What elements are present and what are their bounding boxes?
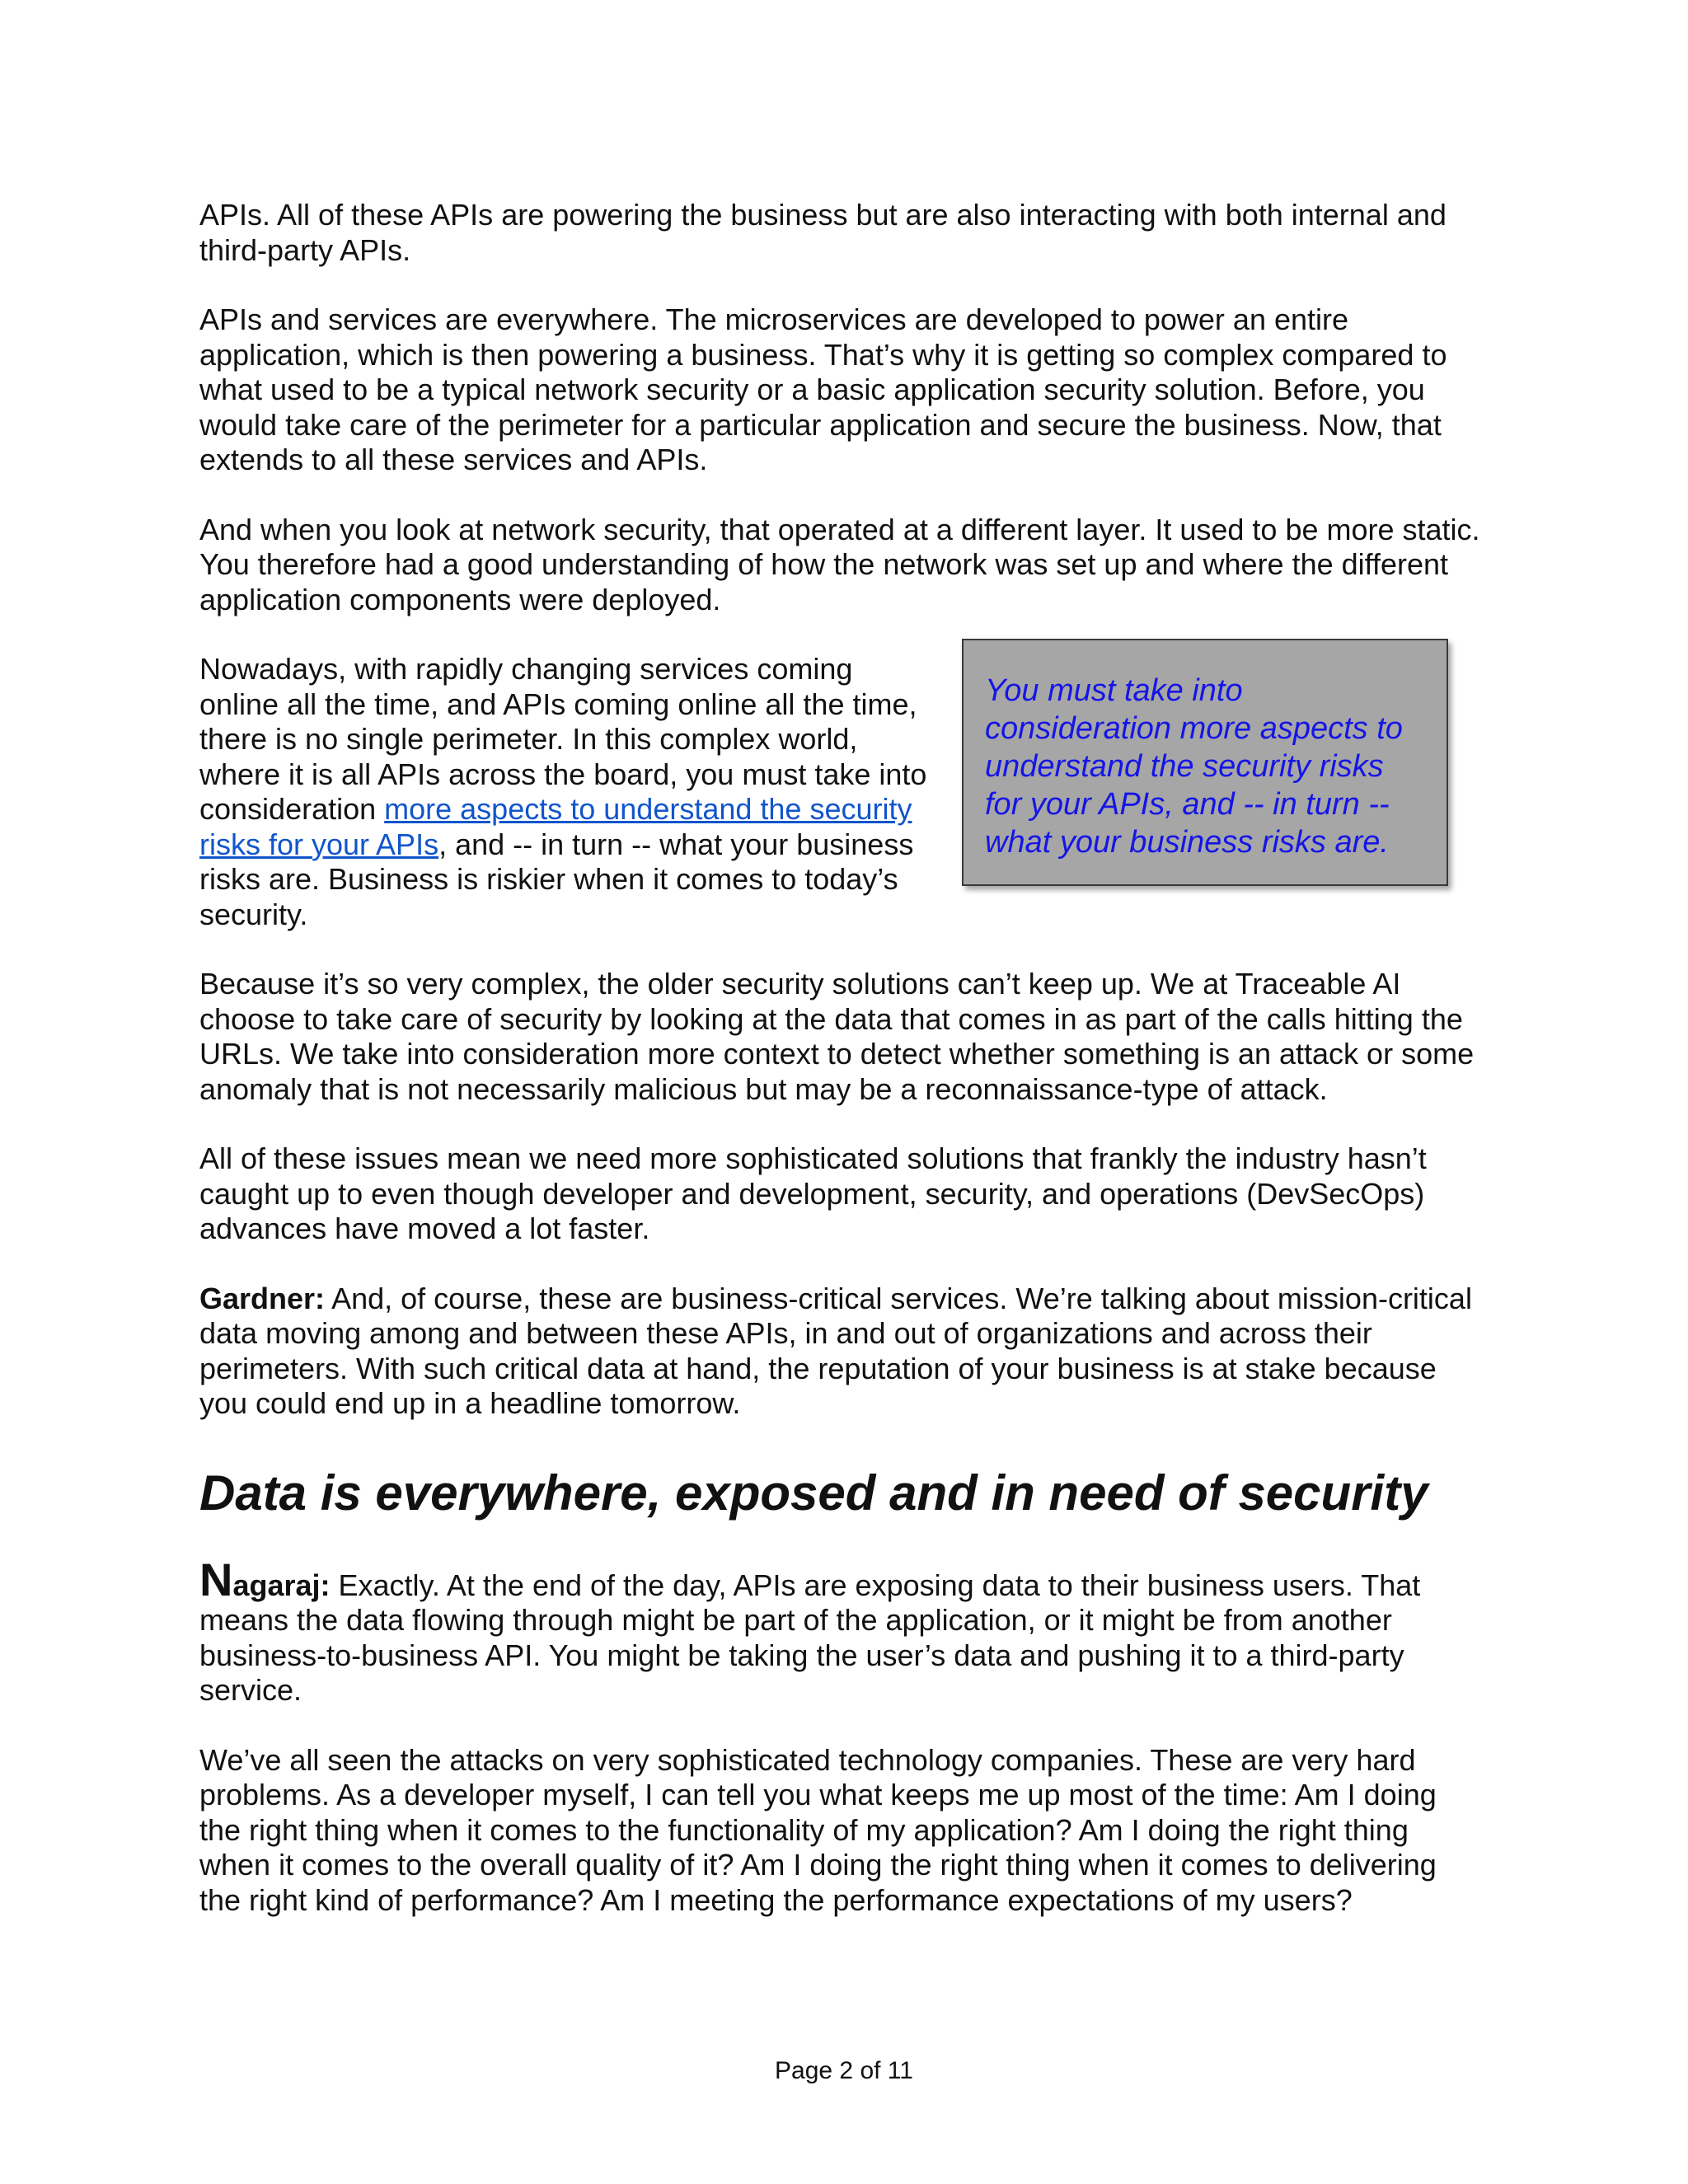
page-number: Page 2 of 11 — [775, 2057, 913, 2084]
paragraph-2: APIs and services are everywhere. The microservices are developed to power an entire application, which is then powering a business. That’s why it is getting so complex compared to what used to be a typical network security or a basic application security solution. Before, you would take care of the perimeter for a particular application and secure the business. Now, that extends to all these services and APIs. — [199, 302, 1447, 476]
paragraph-7 — [199, 1282, 1485, 1422]
paragraph-4-text-end: , and -- in turn -- what your business risks are. Business is riskier when it comes to today’s security. — [199, 827, 914, 931]
drop-cap-letter: N — [199, 1553, 233, 1605]
speaker-nagaraj: agaraj: — [232, 1568, 331, 1602]
pull-quote-section — [199, 652, 1485, 967]
paragraph-8-text: Exactly. At the end of the day, APIs are exposing data to their business users. That means the data flowing through might be part of the application, or it might be from another business-to-business API. You might be taking the user’s data and pushing it to a third-party service. — [199, 1568, 1421, 1707]
speaker-gardner: Gardner: — [199, 1281, 326, 1315]
paragraph-8 — [199, 1553, 1485, 1708]
pull-quote-text: You must take into consideration more aspects to understand the security risks for your APIs, and -- in turn -- what your business risks are. — [985, 673, 1403, 860]
security-risks-link[interactable]: more aspects to understand the security risks for your APIs — [199, 792, 912, 861]
paragraph-5: Because it’s so very complex, the older security solutions can’t keep up. We at Traceable AI choose to take care of security by looking at the data that comes in as part of the calls hitting the URLs. We take into consideration more context to detect whether something is an attack or some anomaly that is not necessarily malicious but may be a reconnaissance-type of attack. — [199, 967, 1475, 1106]
paragraph-9: We’ve all seen the attacks on very sophisticated technology companies. These are very hard problems. As a developer myself, I can tell you what keeps me up most of the time: Am I doing the right thing when it comes to the functionality of my application? Am I doing the right thing when it comes to the overall quality of it? Am I doing the right thing when it comes to delivering the right kind of performance? Am I meeting the performance expectations of my users? — [199, 1742, 1437, 1917]
paragraph-6: All of these issues mean we need more sophisticated solutions that frankly the industry hasn’t caught up to even though developer and development, security, and operations (DevSecOps) advances have moved a lot faster. — [199, 1141, 1427, 1245]
pull-quote-box — [962, 639, 1448, 886]
paragraph-4-text-start: Nowadays, with rapidly changing services coming online all the time, and APIs coming online all the time, there is no single perimeter. In this complex world, where it is all APIs across the board, you must take into consideration — [199, 652, 927, 826]
section-heading: Data is everywhere, exposed and in need of security — [199, 1465, 1428, 1521]
paragraph-3: And when you look at network security, that operated at a different layer. It used to be more static. You therefore had a good understanding of how the network was set up and where the different application components were deployed. — [199, 512, 1480, 616]
page-footer — [0, 2057, 1688, 2085]
paragraph-1: APIs. All of these APIs are powering the business but are also interacting with both internal and third-party APIs. — [199, 198, 1447, 267]
paragraph-7-text: And, of course, these are business-critical services. We’re talking about mission-critical data moving among and between these APIs, in and out of organizations and across their perimeters. With such critical data at hand, the reputation of your business is at stake because you could end up in a headline tomorrow. — [199, 1281, 1472, 1420]
article-body — [199, 198, 1485, 1952]
